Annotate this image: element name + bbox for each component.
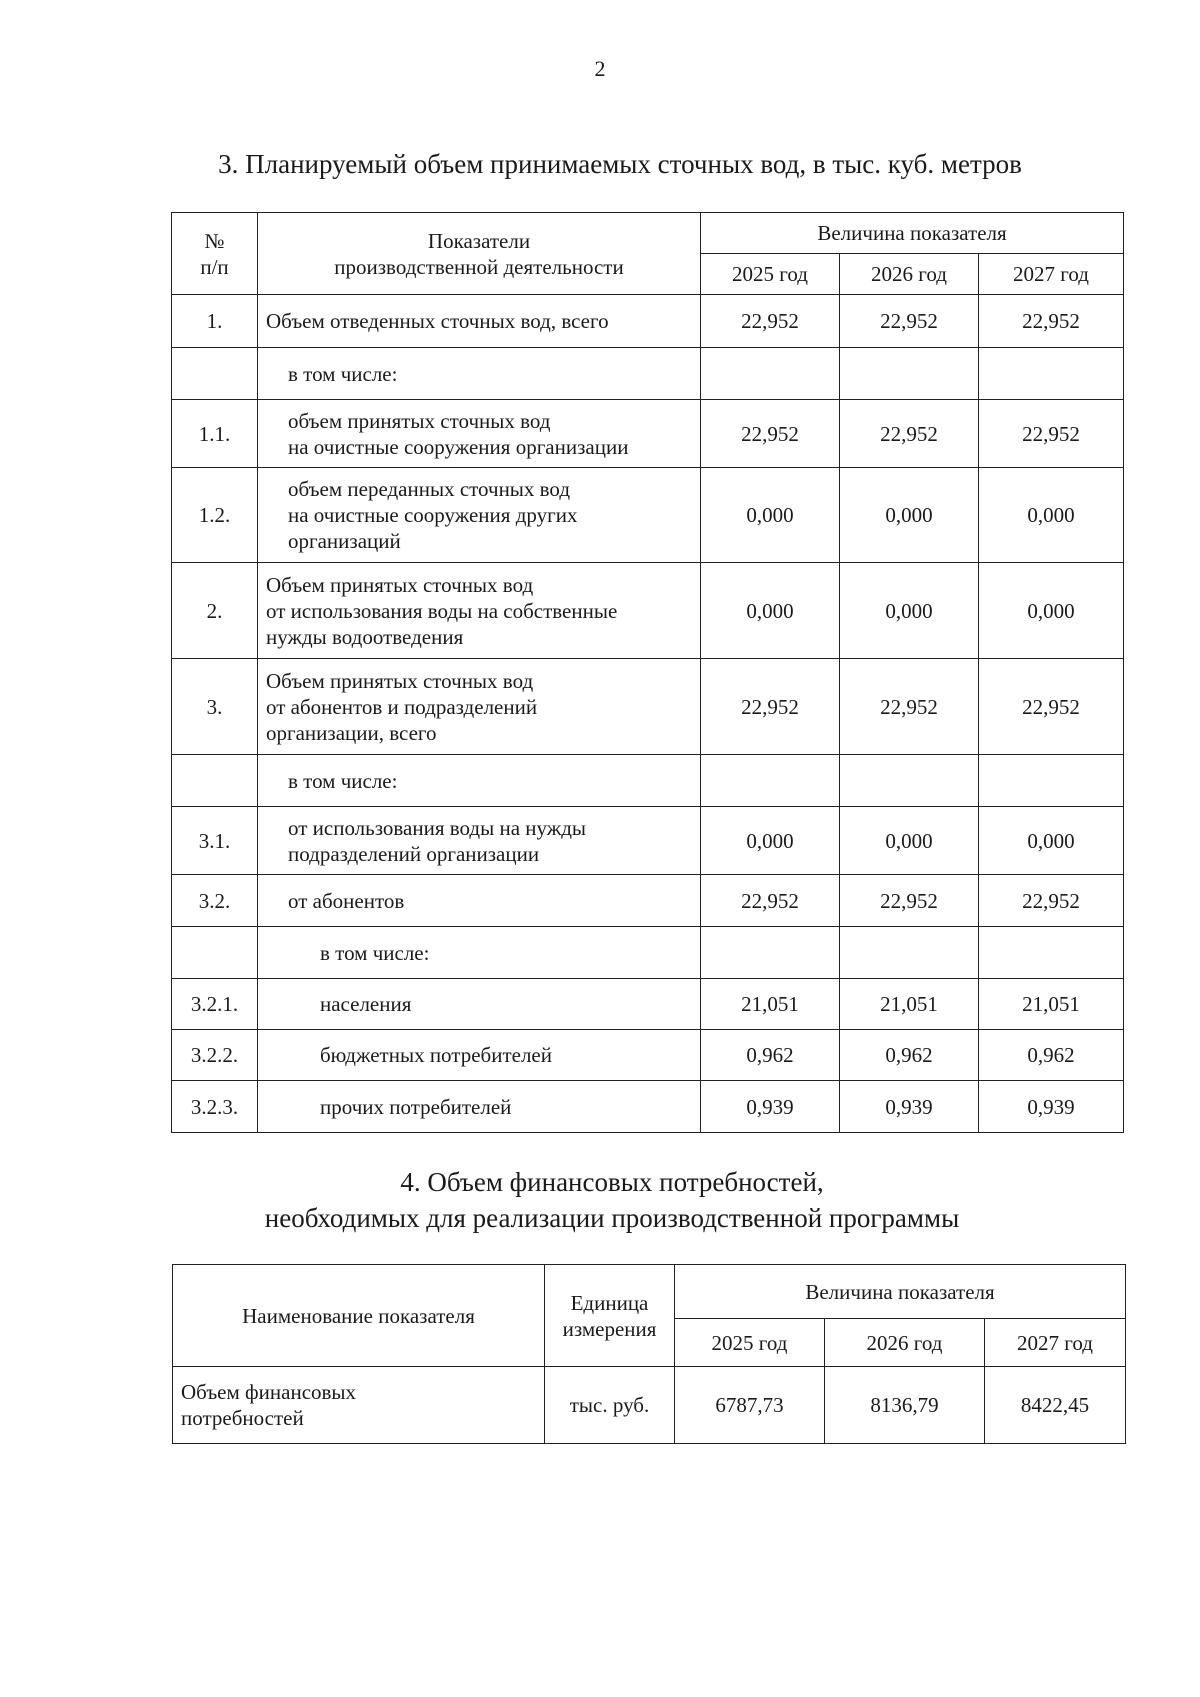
header-number-line1: № — [204, 228, 225, 253]
row-number: 1.2. — [172, 468, 258, 563]
table-row — [172, 1081, 1124, 1133]
value-2026: 0,939 — [840, 1081, 979, 1133]
table-row — [172, 468, 1124, 563]
row-label: Объем отведенных сточных вод, всего — [258, 295, 701, 348]
header-indicator — [258, 213, 701, 295]
value-2027: 8422,45 — [985, 1367, 1126, 1444]
header-year-2026: 2026 год — [840, 254, 979, 295]
value-2025 — [701, 755, 840, 807]
value-2027: 22,952 — [979, 875, 1124, 927]
header-year-2027: 2027 год — [985, 1319, 1126, 1367]
value-2026: 22,952 — [840, 400, 979, 468]
header-indicator-line1: Показатели — [427, 228, 531, 253]
row-number — [172, 348, 258, 400]
row-label: населения — [258, 979, 701, 1030]
row-label: объем принятых сточных вод на очистные сооружения организации — [258, 400, 701, 468]
value-2027: 22,952 — [979, 400, 1124, 468]
value-2026: 0,000 — [840, 468, 979, 563]
table-row — [172, 875, 1124, 927]
value-2026 — [840, 927, 979, 979]
header-year-2027: 2027 год — [979, 254, 1124, 295]
value-2025: 0,000 — [701, 468, 840, 563]
header-indicator-line2: производственной деятельности — [334, 254, 624, 279]
value-2027: 0,000 — [979, 563, 1124, 659]
value-2027: 0,939 — [979, 1081, 1124, 1133]
value-2025: 0,000 — [701, 807, 840, 875]
value-2026: 21,051 — [840, 979, 979, 1030]
value-2025: 0,939 — [701, 1081, 840, 1133]
row-number: 3.2.3. — [172, 1081, 258, 1133]
header-year-2025: 2025 год — [701, 254, 840, 295]
value-2025: 22,952 — [701, 659, 840, 755]
table-row — [172, 927, 1124, 979]
row-label: в том числе: — [258, 755, 701, 807]
value-2027 — [979, 348, 1124, 400]
row-label: от абонентов — [258, 875, 701, 927]
value-2027: 22,952 — [979, 295, 1124, 348]
row-number: 1.1. — [172, 400, 258, 468]
row-number: 3.2. — [172, 875, 258, 927]
value-2026: 22,952 — [840, 659, 979, 755]
value-2026: 0,000 — [840, 807, 979, 875]
value-2026: 0,962 — [840, 1030, 979, 1081]
header-year-2026: 2026 год — [825, 1319, 985, 1367]
table-row — [172, 400, 1124, 468]
row-number: 3.2.2. — [172, 1030, 258, 1081]
value-2025: 0,962 — [701, 1030, 840, 1081]
value-2025: 22,952 — [701, 295, 840, 348]
value-2026: 0,000 — [840, 563, 979, 659]
row-number: 1. — [172, 295, 258, 348]
value-2025: 0,000 — [701, 563, 840, 659]
table-row — [172, 755, 1124, 807]
value-2027 — [979, 927, 1124, 979]
row-label: в том числе: — [258, 927, 701, 979]
table-row — [172, 659, 1124, 755]
table-row — [172, 295, 1124, 348]
page-number: 2 — [594, 56, 606, 81]
value-2025: 21,051 — [701, 979, 840, 1030]
header-unit — [545, 1265, 675, 1367]
table4-title — [0, 1164, 1200, 1236]
row-label: от использования воды на нужды подразделений организации — [258, 807, 701, 875]
value-2027: 21,051 — [979, 979, 1124, 1030]
value-2026: 22,952 — [840, 295, 979, 348]
row-label: Объем финансовых потребностей — [173, 1367, 545, 1444]
row-number: 2. — [172, 563, 258, 659]
table-row — [172, 348, 1124, 400]
value-2026 — [840, 755, 979, 807]
row-label: Объем принятых сточных вод от использования воды на собственные нужды водоотведения — [258, 563, 701, 659]
header-unit-line1: Единица — [570, 1290, 649, 1315]
value-2026: 8136,79 — [825, 1367, 985, 1444]
row-unit: тыс. руб. — [545, 1367, 675, 1444]
row-number — [172, 755, 258, 807]
table-row — [172, 1030, 1124, 1081]
row-label: в том числе: — [258, 348, 701, 400]
value-2025: 22,952 — [701, 875, 840, 927]
table4-title-line2: необходимых для реализации производственной программы — [264, 1203, 960, 1233]
header-number — [172, 213, 258, 295]
row-number: 3.2.1. — [172, 979, 258, 1030]
row-label: объем переданных сточных вод на очистные сооружения других организаций — [258, 468, 701, 563]
header-unit-line2: измерения — [562, 1316, 657, 1341]
value-2026 — [840, 348, 979, 400]
value-2025 — [701, 927, 840, 979]
value-2025: 6787,73 — [675, 1367, 825, 1444]
value-2025 — [701, 348, 840, 400]
table-row — [172, 563, 1124, 659]
table-row — [173, 1367, 1126, 1444]
value-2025: 22,952 — [701, 400, 840, 468]
financial-needs-table — [172, 1264, 1126, 1444]
row-label: прочих потребителей — [258, 1081, 701, 1133]
row-number — [172, 927, 258, 979]
value-2027: 0,000 — [979, 807, 1124, 875]
row-number: 3.1. — [172, 807, 258, 875]
header-value: Величина показателя — [701, 213, 1124, 254]
row-label: Объем принятых сточных вод от абонентов и подразделений организации, всего — [258, 659, 701, 755]
value-2027: 0,962 — [979, 1030, 1124, 1081]
row-label: бюджетных потребителей — [258, 1030, 701, 1081]
header-year-2025: 2025 год — [675, 1319, 825, 1367]
header-number-line2: п/п — [200, 254, 229, 279]
row-number: 3. — [172, 659, 258, 755]
value-2027 — [979, 755, 1124, 807]
header-name: Наименование показателя — [173, 1265, 545, 1367]
table-row — [172, 979, 1124, 1030]
value-2027: 22,952 — [979, 659, 1124, 755]
value-2027: 0,000 — [979, 468, 1124, 563]
value-2026: 22,952 — [840, 875, 979, 927]
header-value: Величина показателя — [675, 1265, 1126, 1319]
wastewater-volume-table — [171, 212, 1124, 1133]
table-row — [172, 807, 1124, 875]
table4-title-line1: 4. Объем финансовых потребностей, — [400, 1167, 824, 1197]
table3-title: 3. Планируемый объем принимаемых сточных вод, в тыс. куб. метров — [218, 149, 1022, 179]
